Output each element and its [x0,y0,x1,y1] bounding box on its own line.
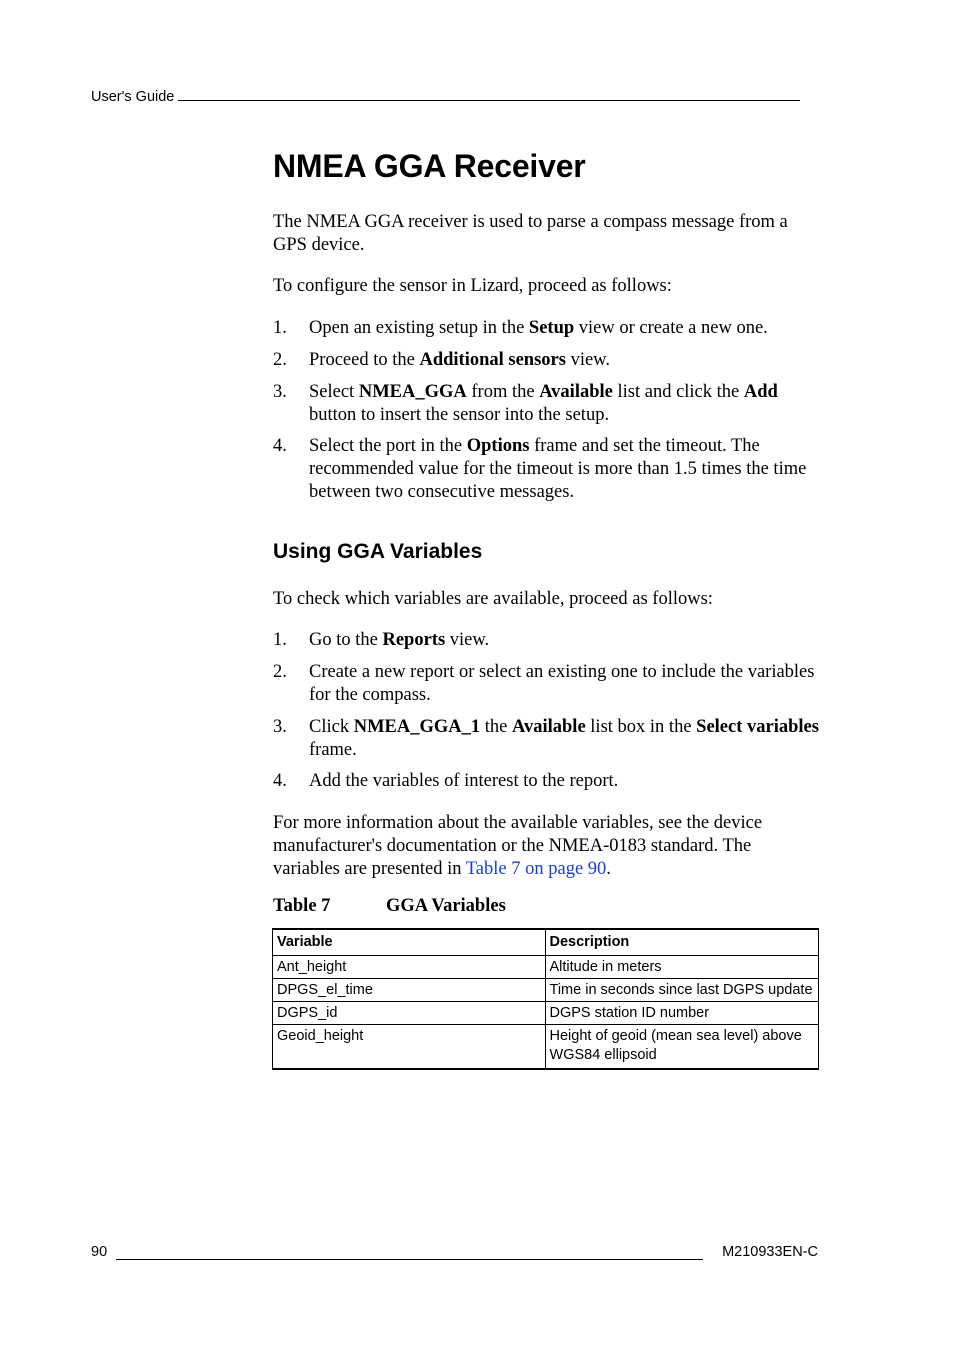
table-caption-title: GGA Variables [386,896,506,916]
step-number: 4. [273,771,287,791]
variable-cell: DGPS_id [273,1002,546,1025]
table-row [273,979,819,1002]
step-text: Click NMEA_GGA_1 the Available list box in the Select variables frame. [309,717,819,760]
column-header-description: Description [545,929,818,956]
description-cell: Altitude in meters [545,956,818,979]
header-guide-title: User's Guide [91,89,175,105]
variable-cell: Ant_height [273,956,546,979]
table-cross-reference-link[interactable]: Table 7 on page 90 [465,859,607,879]
variable-cell: Geoid_height [273,1025,546,1070]
section-intro: To check which variables are available, proceed as follows: [273,589,713,609]
table-header-row [273,929,819,956]
page-number: 90 [91,1244,108,1260]
ui-term: Options [466,436,530,456]
step-text: Select the port in the Options frame and set the timeout. The recommended value for the timeout is more than 1.5 times the time between two consecutive messages. [309,436,807,502]
step-number: 1. [273,318,287,338]
gga-variables-table [272,928,819,1070]
step-number: 4. [273,436,287,456]
more-info-paragraph [273,812,821,881]
ui-term: Available [512,717,586,737]
variable-cell: DPGS_el_time [273,979,546,1002]
ui-term: NMEA_GGA [358,382,467,402]
running-footer [91,1244,818,1260]
ui-term: Add [743,382,778,402]
running-header [91,86,800,105]
ui-term: Setup [528,318,575,338]
step-number: 2. [273,350,287,370]
table-row [273,1025,819,1070]
more-info-end: . [606,859,611,879]
step-number: 3. [273,717,287,737]
step-number: 3. [273,382,287,402]
step-text: Select NMEA_GGA from the Available list and click the Add button to insert the sensor into the setup. [309,382,778,425]
step-number: 1. [273,630,287,650]
page-title: NMEA GGA Receiver [273,148,586,184]
column-header-variable: Variable [273,929,546,956]
description-cell: Time in seconds since last DGPS update [545,979,818,1002]
step-text: Add the variables of interest to the report. [309,771,619,791]
step-text: Create a new report or select an existing one to include the variables for the compass. [309,662,815,705]
more-info-text: For more information about the available variables, see the device manufacturer's documentation or the NMEA-0183 standard. The variables are presented in [273,813,763,879]
table-caption [273,896,506,917]
description-cell: Height of geoid (mean sea level) above WGS84 ellipsoid [545,1025,818,1070]
ui-term: Additional sensors [419,350,566,370]
description-cell: DGPS station ID number [545,1002,818,1025]
footer-rule [116,1244,703,1260]
step-text: Go to the Reports view. [309,630,490,650]
document-id: M210933EN-C [722,1244,818,1260]
table-row [273,1002,819,1025]
table-row [273,956,819,979]
ui-term: Reports [382,630,446,650]
step-number: 2. [273,662,287,682]
step-text: Proceed to the Additional sensors view. [309,350,610,370]
intro-paragraph: The NMEA GGA receiver is used to parse a compass message from a GPS device. [273,212,788,255]
table-caption-number: Table 7 [273,896,331,916]
ui-term: NMEA_GGA_1 [353,717,481,737]
section-heading: Using GGA Variables [273,540,483,563]
step-text: Open an existing setup in the Setup view or create a new one. [309,318,768,338]
ui-term: Select variables [696,717,819,737]
ui-term: Available [539,382,613,402]
configure-intro: To configure the sensor in Lizard, proceed as follows: [273,276,672,296]
header-rule [178,86,800,101]
